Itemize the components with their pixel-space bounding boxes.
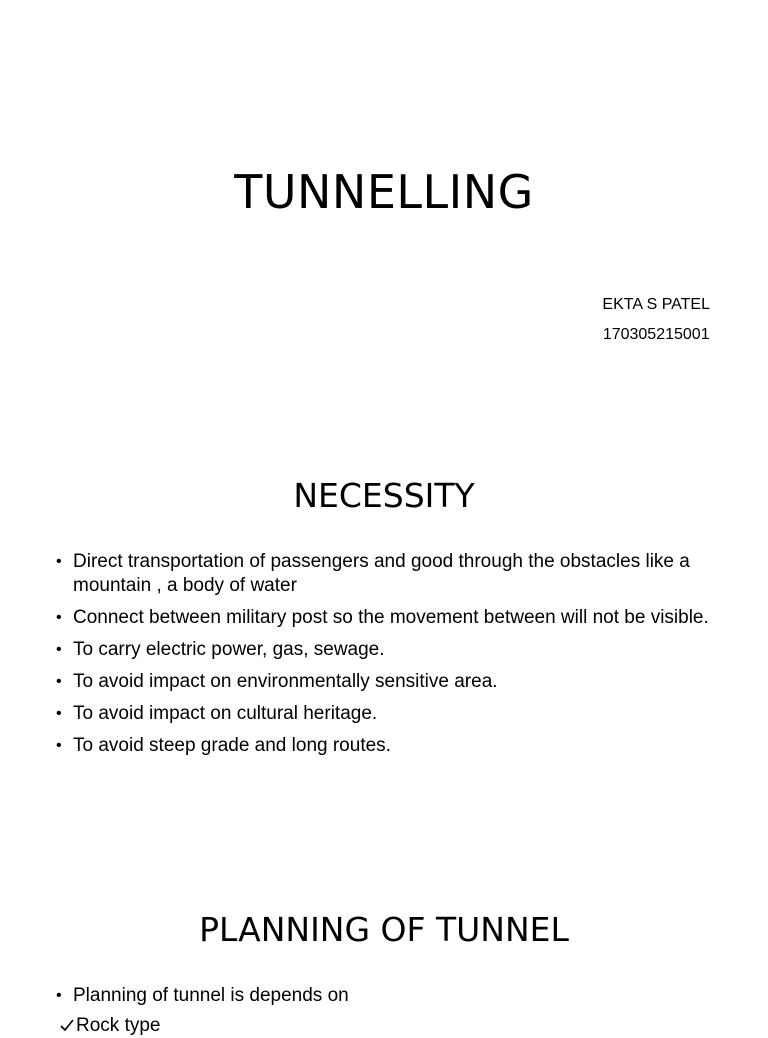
bullet-list	[56, 984, 716, 1016]
roll-number: 170305215001	[602, 326, 710, 343]
slide-planning	[0, 824, 768, 1036]
bullet-item: • Direct transportation of passengers and good through the obstacles like a mountain , a body of water	[56, 550, 716, 598]
presentation-title: TUNNELLING	[234, 165, 534, 219]
bullet-list	[56, 550, 716, 766]
bullet-item: • Connect between military post so the movement between will not be visible.	[56, 606, 716, 630]
slide-heading: PLANNING OF TUNNEL	[199, 910, 569, 949]
author-name: EKTA S PATEL	[602, 296, 710, 313]
author-block	[602, 290, 710, 350]
slide-title	[0, 0, 768, 384]
check-icon	[60, 1018, 74, 1032]
sub-item-label: Rock type	[76, 1015, 161, 1036]
sub-item	[60, 1014, 160, 1038]
slide-heading: NECESSITY	[293, 476, 475, 515]
bullet-item: • To avoid impact on environmentally sensitive area.	[56, 670, 716, 694]
bullet-item: • To carry electric power, gas, sewage.	[56, 638, 716, 662]
bullet-item: • To avoid impact on cultural heritage.	[56, 702, 716, 726]
bullet-item: • To avoid steep grade and long routes.	[56, 734, 716, 758]
bullet-item: • Planning of tunnel is depends on	[56, 984, 716, 1008]
slide-necessity	[0, 384, 768, 824]
